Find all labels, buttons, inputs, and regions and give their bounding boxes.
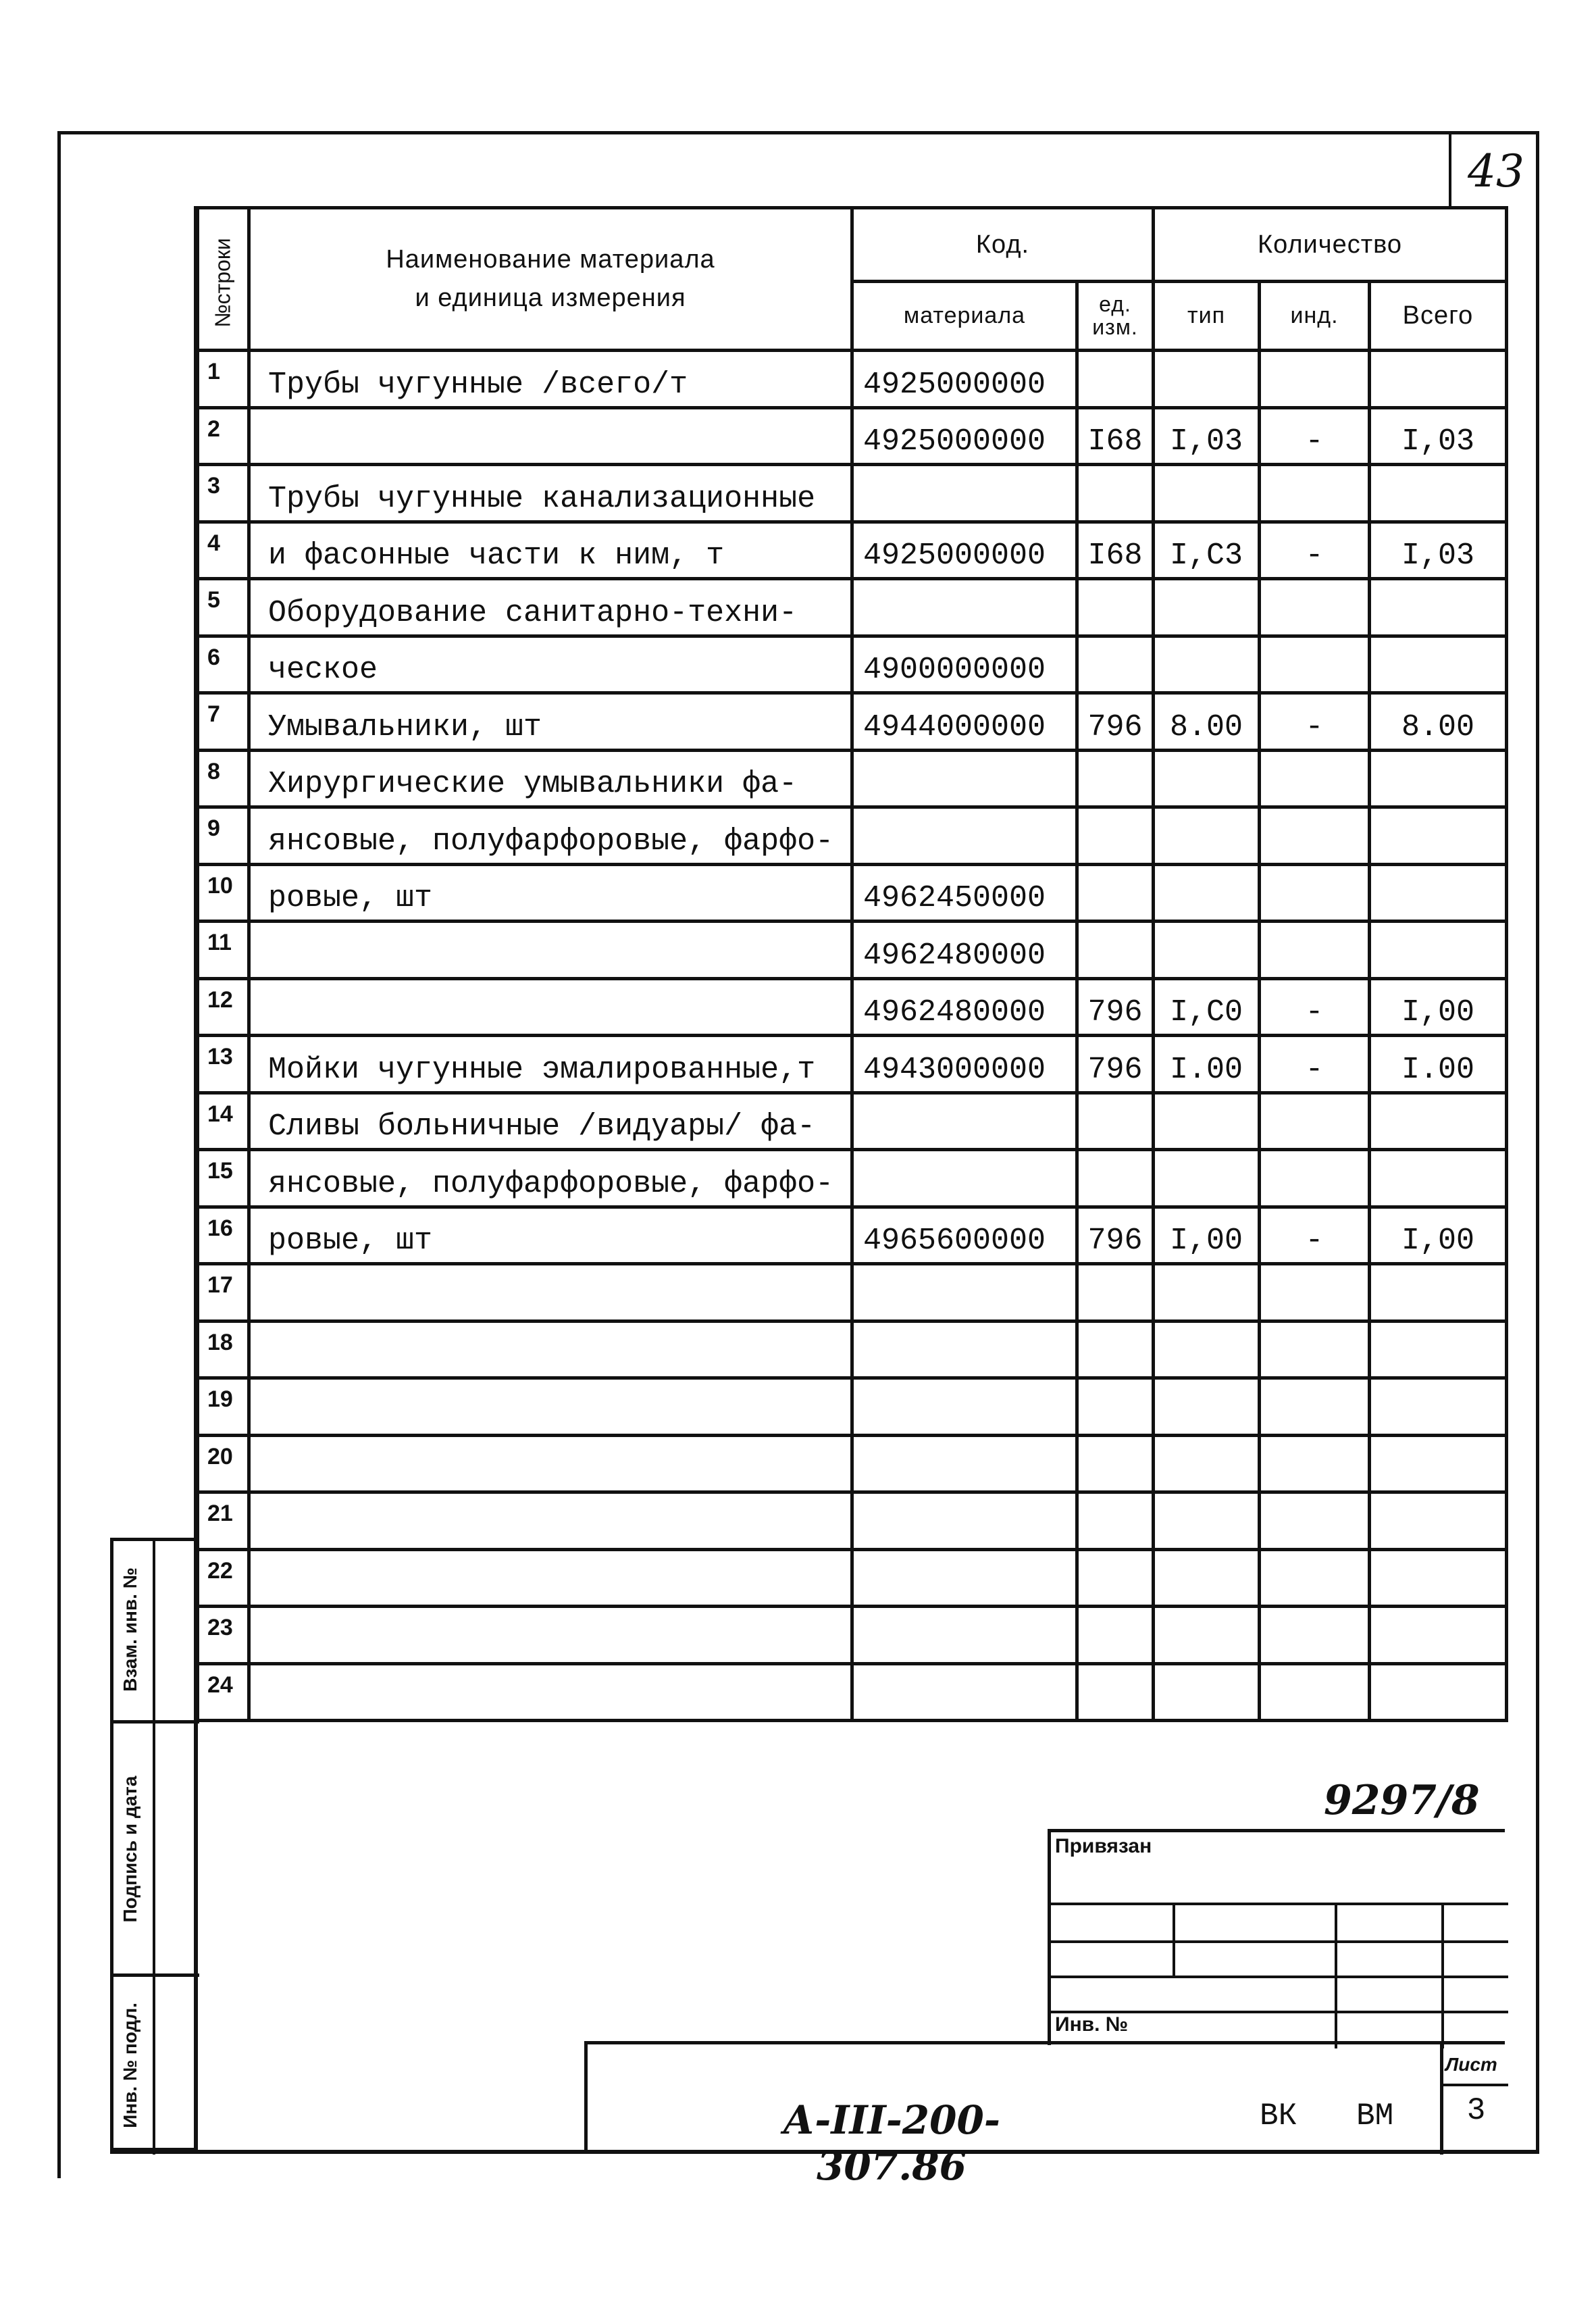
table-row	[198, 1435, 1507, 1492]
cell-row-number: 21	[198, 1492, 249, 1550]
header-qty-total: Всего	[1370, 282, 1507, 351]
table-row	[198, 750, 1507, 807]
cell-unit-code	[1077, 465, 1154, 522]
cell-qty-ind	[1260, 1321, 1370, 1378]
frame-left	[57, 131, 61, 2178]
cell-unit-code	[1077, 922, 1154, 979]
cell-material-code	[852, 1549, 1077, 1607]
cell-material-code	[852, 750, 1077, 807]
cell-unit-code	[1077, 1435, 1154, 1492]
bound-col3	[1441, 1903, 1444, 2048]
cell-unit-code: 796	[1077, 1036, 1154, 1093]
bound-col1	[1173, 1903, 1175, 1977]
cell-qty-ind: -	[1260, 407, 1370, 465]
cell-material-code: 4962480000	[852, 978, 1077, 1036]
cell-qty-total	[1370, 579, 1507, 636]
cell-qty-total	[1370, 1492, 1507, 1550]
table-row	[198, 1321, 1507, 1378]
cell-qty-type	[1154, 1321, 1260, 1378]
page-number-box-left	[1449, 131, 1451, 206]
cell-unit-code: 796	[1077, 978, 1154, 1036]
cell-qty-ind	[1260, 1549, 1370, 1607]
cell-unit-code	[1077, 1150, 1154, 1207]
cell-row-number: 14	[198, 1092, 249, 1150]
cell-qty-type	[1154, 922, 1260, 979]
cell-qty-total: I,03	[1370, 407, 1507, 465]
cell-qty-total	[1370, 1150, 1507, 1207]
table-row	[198, 579, 1507, 636]
table-row	[198, 1207, 1507, 1264]
cell-qty-ind	[1260, 1092, 1370, 1150]
cell-row-number: 17	[198, 1264, 249, 1322]
cell-qty-type: I,00	[1154, 1207, 1260, 1264]
cell-material-code	[852, 1378, 1077, 1436]
table-row	[198, 465, 1507, 522]
cell-material-name	[249, 1492, 852, 1550]
cell-row-number: 23	[198, 1607, 249, 1664]
header-name-line1: Наименование материала	[386, 245, 715, 274]
mark-vk: ВК	[1260, 2098, 1297, 2134]
cell-qty-ind	[1260, 1378, 1370, 1436]
cell-material-code	[852, 1607, 1077, 1664]
sheet-col	[1440, 2044, 1443, 2155]
cell-qty-total	[1370, 465, 1507, 522]
replaced-inv-label: Взам. инв. №	[120, 1567, 140, 1692]
table-row	[198, 922, 1507, 979]
cell-material-name: Хирургические умывальники фа-	[249, 750, 852, 807]
cell-qty-ind	[1260, 750, 1370, 807]
cell-qty-type	[1154, 1435, 1260, 1492]
cell-material-code	[852, 465, 1077, 522]
cell-qty-type: I,C3	[1154, 522, 1260, 579]
table-row	[198, 636, 1507, 693]
cell-row-number: 22	[198, 1549, 249, 1607]
cell-row-number: 6	[198, 636, 249, 693]
cell-qty-type	[1154, 465, 1260, 522]
cell-qty-total	[1370, 1378, 1507, 1436]
cell-unit-code	[1077, 351, 1154, 408]
cell-qty-ind	[1260, 1607, 1370, 1664]
cell-qty-total: I.00	[1370, 1036, 1507, 1093]
cell-row-number: 10	[198, 864, 249, 922]
materials-table	[196, 206, 1508, 1722]
cell-qty-total	[1370, 1321, 1507, 1378]
cell-material-code	[852, 1492, 1077, 1550]
cell-qty-total	[1370, 351, 1507, 408]
cell-qty-total	[1370, 1663, 1507, 1721]
cell-unit-code: 796	[1077, 693, 1154, 751]
bound-row2	[1051, 1940, 1508, 1943]
cell-qty-type	[1154, 1607, 1260, 1664]
sheet-value: 3	[1466, 2093, 1486, 2128]
cell-row-number: 12	[198, 978, 249, 1036]
bound-col2	[1335, 1903, 1337, 2048]
header-row-number	[198, 208, 249, 351]
cell-row-number: 24	[198, 1663, 249, 1721]
bound-row1	[1051, 1903, 1508, 1905]
table-row	[198, 1607, 1507, 1664]
cell-qty-ind: -	[1260, 522, 1370, 579]
cell-qty-type	[1154, 1378, 1260, 1436]
cell-qty-total	[1370, 922, 1507, 979]
cell-qty-ind	[1260, 579, 1370, 636]
table-row	[198, 693, 1507, 751]
cell-row-number: 9	[198, 807, 249, 865]
cell-material-name	[249, 1607, 852, 1664]
cell-material-name: янсовые, полуфарфоровые, фарфо-	[249, 1150, 852, 1207]
cell-qty-ind	[1260, 636, 1370, 693]
cell-qty-ind	[1260, 1435, 1370, 1492]
cell-unit-code	[1077, 750, 1154, 807]
side-stamp	[110, 1538, 196, 2151]
cell-qty-ind	[1260, 351, 1370, 408]
cell-unit-code	[1077, 636, 1154, 693]
cell-qty-type	[1154, 1492, 1260, 1550]
cell-qty-type	[1154, 1150, 1260, 1207]
sheet-sep	[1440, 2084, 1508, 2086]
table-row	[198, 807, 1507, 865]
header-qty-type: тип	[1154, 282, 1260, 351]
cell-row-number: 15	[198, 1150, 249, 1207]
cell-row-number: 20	[198, 1435, 249, 1492]
cell-material-name: Трубы чугунные канализационные	[249, 465, 852, 522]
cell-unit-code	[1077, 1092, 1154, 1150]
mark-vm: ВМ	[1356, 2098, 1394, 2134]
cell-material-name: ровые, шт	[249, 864, 852, 922]
cell-qty-ind: -	[1260, 978, 1370, 1036]
bound-block	[1048, 1829, 1505, 2045]
cell-material-code: 4925000000	[852, 351, 1077, 408]
header-code: Код.	[852, 208, 1154, 282]
table-row	[198, 1092, 1507, 1150]
header-qty-ind: инд.	[1260, 282, 1370, 351]
original-inv-label: Инв. № подл.	[120, 2003, 140, 2128]
cell-row-number: 8	[198, 750, 249, 807]
signature-date-label: Подпись и дата	[120, 1776, 140, 1923]
cell-row-number: 4	[198, 522, 249, 579]
cell-material-code: 4925000000	[852, 407, 1077, 465]
cell-qty-total: I,03	[1370, 522, 1507, 579]
header-name-line2: и единица измерения	[415, 284, 686, 312]
cell-unit-code	[1077, 1492, 1154, 1550]
header-code-unit: ед. изм.	[1077, 282, 1154, 351]
cell-material-name: Оборудование санитарно-техни-	[249, 579, 852, 636]
cell-qty-type	[1154, 750, 1260, 807]
cell-material-name	[249, 1321, 852, 1378]
cell-material-name	[249, 978, 852, 1036]
cell-qty-type	[1154, 636, 1260, 693]
cell-material-name: Сливы больничные /видуары/ фа-	[249, 1092, 852, 1150]
table-row	[198, 407, 1507, 465]
cell-material-name	[249, 1663, 852, 1721]
cell-row-number: 3	[198, 465, 249, 522]
cell-qty-type: I.00	[1154, 1036, 1260, 1093]
table-row	[198, 351, 1507, 408]
cell-material-name	[249, 1378, 852, 1436]
cell-material-code: 4944000000	[852, 693, 1077, 751]
cell-qty-total	[1370, 750, 1507, 807]
cell-qty-total	[1370, 1607, 1507, 1664]
cell-material-code	[852, 579, 1077, 636]
cell-row-number: 1	[198, 351, 249, 408]
cell-qty-total	[1370, 1549, 1507, 1607]
cell-qty-ind	[1260, 1663, 1370, 1721]
cell-material-name: янсовые, полуфарфоровые, фарфо-	[249, 807, 852, 865]
cell-material-code: 4965600000	[852, 1207, 1077, 1264]
cell-qty-ind: -	[1260, 693, 1370, 751]
cell-material-name: ческое	[249, 636, 852, 693]
cell-row-number: 13	[198, 1036, 249, 1093]
cell-unit-code	[1077, 1378, 1154, 1436]
cell-qty-ind: -	[1260, 1207, 1370, 1264]
handwritten-number: 9297/8	[1324, 1777, 1480, 1824]
cell-material-code: 4925000000	[852, 522, 1077, 579]
bound-label: Привязан	[1055, 1835, 1152, 1857]
inv-label: Инв. №	[1055, 2013, 1129, 2036]
cell-material-code	[852, 1435, 1077, 1492]
cell-material-code	[852, 1264, 1077, 1322]
table-row	[198, 1663, 1507, 1721]
table-row	[198, 1492, 1507, 1550]
cell-material-name	[249, 1264, 852, 1322]
cell-material-name: Умывальники, шт	[249, 693, 852, 751]
cell-qty-total	[1370, 807, 1507, 865]
cell-unit-code	[1077, 579, 1154, 636]
frame-top	[59, 131, 1537, 134]
main-title-block	[584, 2041, 1505, 2189]
cell-unit-code: 796	[1077, 1207, 1154, 1264]
table-row	[198, 864, 1507, 922]
cell-row-number: 11	[198, 922, 249, 979]
cell-qty-total: I,00	[1370, 1207, 1507, 1264]
cell-qty-type	[1154, 579, 1260, 636]
cell-material-code	[852, 1663, 1077, 1721]
cell-qty-total	[1370, 1264, 1507, 1322]
cell-material-name	[249, 1435, 852, 1492]
header-name	[249, 208, 852, 351]
cell-qty-type	[1154, 807, 1260, 865]
cell-qty-total	[1370, 1435, 1507, 1492]
cell-unit-code	[1077, 1663, 1154, 1721]
cell-unit-code: I68	[1077, 407, 1154, 465]
cell-row-number: 7	[198, 693, 249, 751]
cell-qty-type	[1154, 1663, 1260, 1721]
cell-unit-code	[1077, 864, 1154, 922]
cell-material-code: 4962450000	[852, 864, 1077, 922]
table-row	[198, 1264, 1507, 1322]
cell-material-code	[852, 1092, 1077, 1150]
cell-material-code	[852, 1321, 1077, 1378]
table-row	[198, 1378, 1507, 1436]
cell-qty-ind: -	[1260, 1036, 1370, 1093]
cell-qty-ind	[1260, 1492, 1370, 1550]
bound-row3	[1051, 1976, 1508, 1978]
cell-material-name	[249, 407, 852, 465]
cell-unit-code	[1077, 1321, 1154, 1378]
table-row	[198, 1549, 1507, 1607]
cell-qty-ind	[1260, 922, 1370, 979]
cell-material-name: Трубы чугунные /всего/т	[249, 351, 852, 408]
cell-qty-type	[1154, 1264, 1260, 1322]
page-number: 43	[1468, 145, 1524, 197]
cell-unit-code	[1077, 1607, 1154, 1664]
side-stamp-sep2	[113, 1973, 199, 1977]
cell-qty-type: I,03	[1154, 407, 1260, 465]
table-row	[198, 1036, 1507, 1093]
header-code-material: материала	[852, 282, 1077, 351]
cell-material-code: 4962480000	[852, 922, 1077, 979]
cell-row-number: 5	[198, 579, 249, 636]
cell-qty-ind	[1260, 807, 1370, 865]
cell-qty-total	[1370, 636, 1507, 693]
cell-unit-code: I68	[1077, 522, 1154, 579]
cell-qty-total	[1370, 864, 1507, 922]
cell-qty-ind	[1260, 465, 1370, 522]
table-row	[198, 1150, 1507, 1207]
cell-material-name	[249, 1549, 852, 1607]
cell-row-number: 2	[198, 407, 249, 465]
cell-unit-code	[1077, 1264, 1154, 1322]
side-stamp-divider	[153, 1541, 155, 2155]
cell-qty-ind	[1260, 1150, 1370, 1207]
sheet-label: Лист	[1445, 2054, 1497, 2075]
side-stamp-sep1	[113, 1720, 199, 1724]
cell-row-number: 16	[198, 1207, 249, 1264]
cell-material-name: ровые, шт	[249, 1207, 852, 1264]
cell-row-number: 19	[198, 1378, 249, 1436]
cell-material-name: Мойки чугунные эмалированные,т	[249, 1036, 852, 1093]
cell-qty-ind	[1260, 1264, 1370, 1322]
cell-qty-total: 8.00	[1370, 693, 1507, 751]
cell-unit-code	[1077, 1549, 1154, 1607]
cell-material-code	[852, 1150, 1077, 1207]
cell-qty-ind	[1260, 864, 1370, 922]
cell-material-name	[249, 922, 852, 979]
table-row	[198, 522, 1507, 579]
cell-qty-total	[1370, 1092, 1507, 1150]
cell-material-code	[852, 807, 1077, 865]
cell-qty-type: 8.00	[1154, 693, 1260, 751]
cell-material-name: и фасонные части к ним, т	[249, 522, 852, 579]
cell-qty-type	[1154, 351, 1260, 408]
cell-qty-type	[1154, 864, 1260, 922]
cell-qty-total: I,00	[1370, 978, 1507, 1036]
cell-qty-type	[1154, 1092, 1260, 1150]
document-code: А-III-200-307.86	[783, 2097, 1000, 2189]
cell-material-code: 4900000000	[852, 636, 1077, 693]
cell-row-number: 18	[198, 1321, 249, 1378]
header-quantity: Количество	[1154, 208, 1507, 282]
cell-material-code: 4943000000	[852, 1036, 1077, 1093]
header-row-number-text: №строки	[210, 238, 235, 328]
cell-unit-code	[1077, 807, 1154, 865]
cell-qty-type: I,C0	[1154, 978, 1260, 1036]
table-row	[198, 978, 1507, 1036]
frame-right	[1536, 131, 1539, 2151]
cell-qty-type	[1154, 1549, 1260, 1607]
